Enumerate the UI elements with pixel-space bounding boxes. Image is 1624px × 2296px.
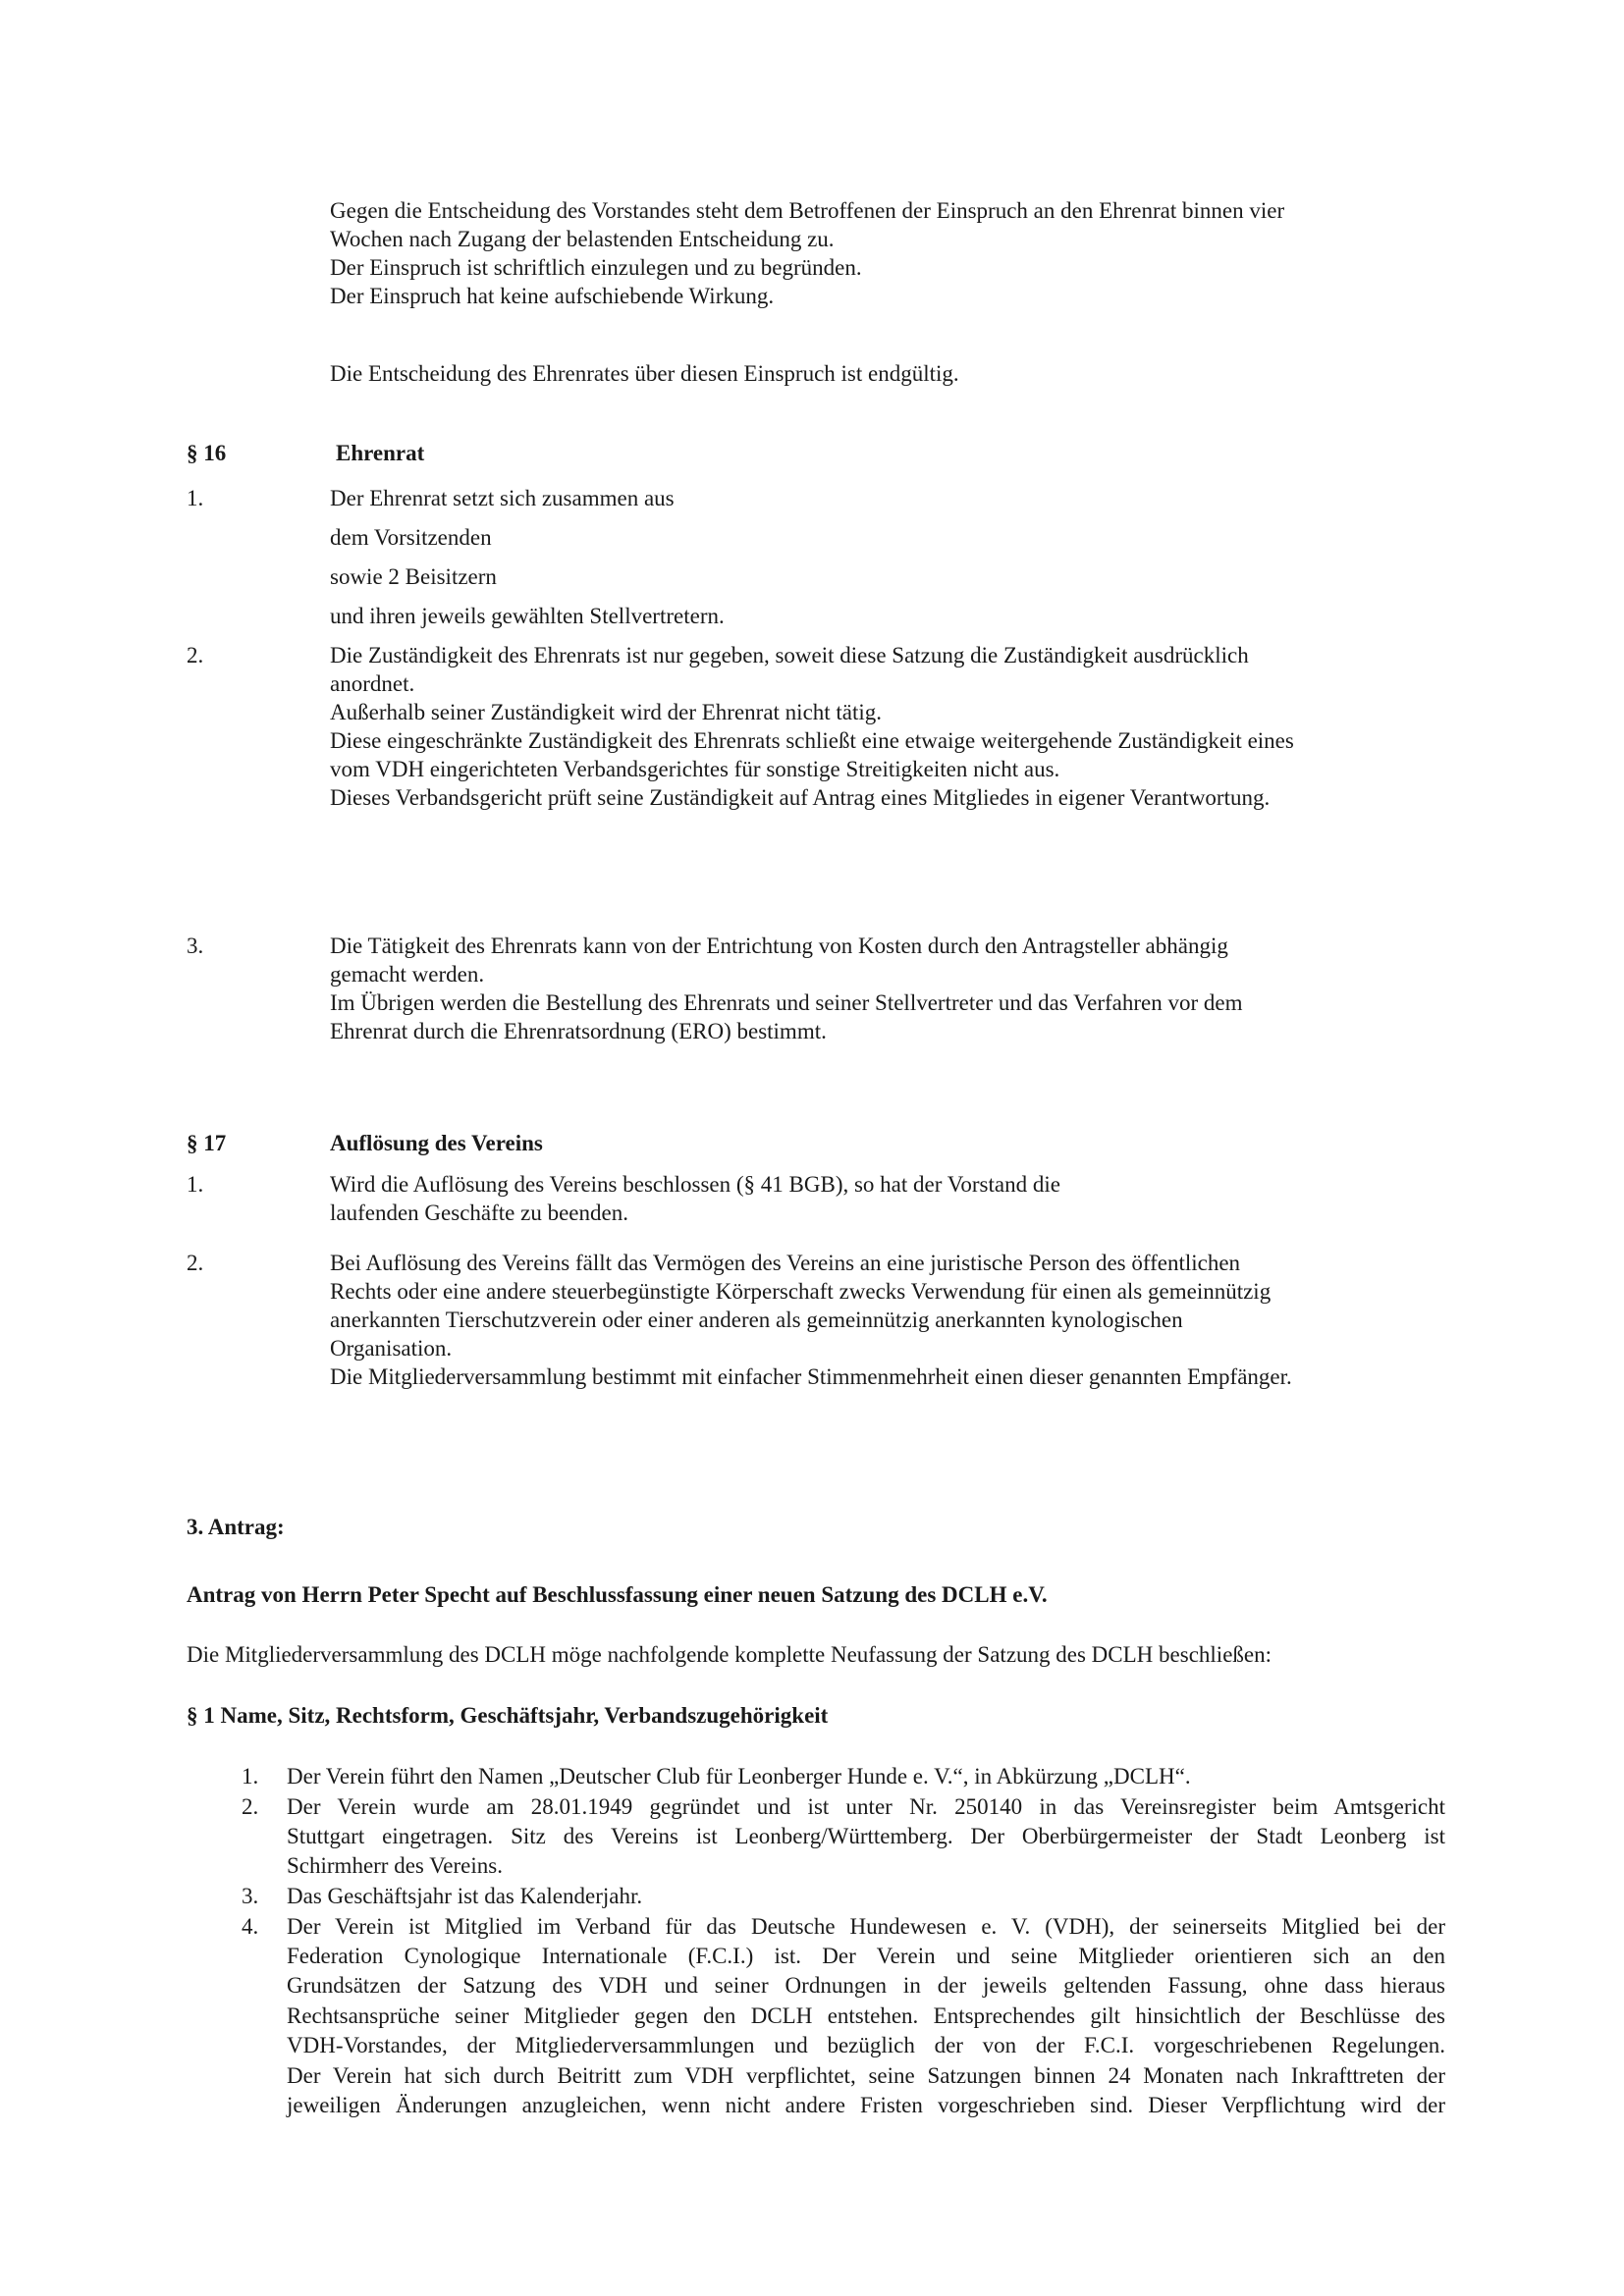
item-line: Der Verein wurde am 28.01.1949 gegründet und ist unter Nr. 250140 in das Vereinsregister beim Amtsgericht [287, 1794, 1445, 1819]
item-line: Schirmherr des Vereins. [287, 1853, 503, 1878]
item-number: 3. [242, 1884, 259, 1908]
item-number: 1. [187, 1172, 204, 1197]
item-line: VDH-Vorstandes, der Mitgliederversammlungen und bezüglich der von der F.C.I. vorgeschriebenen Regelungen. [287, 2033, 1445, 2057]
intro-line: Gegen die Entscheidung des Vorstandes steht dem Betroffenen der Einspruch an den Ehrenrat binnen vier [330, 198, 1285, 223]
item-line: Federation Cynologique Internationale (F.C.I.) ist. Der Verein und seine Mitglieder orientieren sich an den [287, 1944, 1445, 1968]
item-line: Rechts oder eine andere steuerbegünstigte Körperschaft zwecks Verwendung für einen als gemeinnützig [330, 1279, 1272, 1304]
item-line: Im Übrigen werden die Bestellung des Ehrenrats und seiner Stellvertreter und das Verfahren vor dem [330, 990, 1243, 1015]
item-line: Die Mitgliederversammlung bestimmt mit einfacher Stimmenmehrheit einen dieser genannten Empfänger. [330, 1364, 1292, 1389]
intro-line: Der Einspruch hat keine aufschiebende Wirkung. [330, 284, 775, 308]
item-line: Der Verein hat sich durch Beitritt zum VDH verpflichtet, seine Satzungen binnen 24 Monaten nach Inkrafttreten der [287, 2063, 1445, 2088]
item-line: Der Verein führt den Namen „Deutscher Club für Leonberger Hunde e. V.“, in Abkürzung „DCLH“. [287, 1764, 1191, 1789]
item-line: laufenden Geschäfte zu beenden. [330, 1201, 628, 1225]
item-line: Rechtsansprüche seiner Mitglieder gegen den DCLH entstehen. Entsprechendes gilt hinsichtlich der Beschlüsse des [287, 2003, 1445, 2028]
item-number: 1. [242, 1764, 259, 1789]
item-line: Dieses Verbandsgericht prüft seine Zuständigkeit auf Antrag eines Mitgliedes in eigener Verantwortung. [330, 785, 1271, 810]
item-line: gemacht werden. [330, 962, 485, 987]
section-title: Auflösung des Vereins [330, 1131, 543, 1155]
item-number: 2. [242, 1794, 259, 1819]
antrag-subheading: Antrag von Herrn Peter Specht auf Beschlussfassung einer neuen Satzung des DCLH e.V. [187, 1582, 1048, 1607]
antrag-heading: 3. Antrag: [187, 1515, 285, 1539]
item-line: Stuttgart eingetragen. Sitz des Vereins ist Leonberg/Württemberg. Der Oberbürgermeister der Stadt Leonberg ist [287, 1824, 1445, 1848]
item-number: 4. [242, 1914, 259, 1939]
item-line: und ihren jeweils gewählten Stellvertretern. [330, 604, 725, 628]
item-line: Diese eingeschränkte Zuständigkeit des Ehrenrats schließt eine etwaige weitergehende Zuständigkeit eines [330, 728, 1294, 753]
item-line: jeweiligen Änderungen anzugleichen, wenn nicht andere Fristen vorgeschrieben sind. Dieser Verpflichtung wird der [287, 2093, 1445, 2117]
antrag-intro: Die Mitgliederversammlung des DCLH möge nachfolgende komplette Neufassung der Satzung des DCLH beschließen: [187, 1642, 1272, 1667]
intro-final-line: Die Entscheidung des Ehrenrates über diesen Einspruch ist endgültig. [330, 361, 959, 386]
item-line: Organisation. [330, 1336, 453, 1361]
intro-line: Wochen nach Zugang der belastenden Entscheidung zu. [330, 227, 835, 251]
item-line: Außerhalb seiner Zuständigkeit wird der Ehrenrat nicht tätig. [330, 700, 883, 724]
section-title: Ehrenrat [336, 441, 425, 465]
item-line: Das Geschäftsjahr ist das Kalenderjahr. [287, 1884, 643, 1908]
item-number: 3. [187, 934, 204, 958]
intro-line: Der Einspruch ist schriftlich einzulegen und zu begründen. [330, 255, 862, 280]
item-line: Der Ehrenrat setzt sich zusammen aus [330, 486, 675, 510]
item-line: Grundsätzen der Satzung des VDH und seiner Ordnungen in der jeweils geltenden Fassung, ohne dass hieraus [287, 1973, 1445, 1998]
item-line: anerkannten Tierschutzverein oder einer anderen als gemeinnützig anerkannten kynologischen [330, 1308, 1183, 1332]
section-number: § 16 [187, 441, 227, 465]
item-number: 1. [187, 486, 204, 510]
item-line: sowie 2 Beisitzern [330, 564, 497, 589]
item-line: Wird die Auflösung des Vereins beschlossen (§ 41 BGB), so hat der Vorstand die [330, 1172, 1060, 1197]
item-line: Die Tätigkeit des Ehrenrats kann von der Entrichtung von Kosten durch den Antragsteller abhängig [330, 934, 1228, 958]
antrag-section-title: § 1 Name, Sitz, Rechtsform, Geschäftsjahr, Verbandszugehörigkeit [187, 1703, 829, 1728]
section-number: § 17 [187, 1131, 227, 1155]
item-line: Bei Auflösung des Vereins fällt das Vermögen des Vereins an eine juristische Person des öffentlichen [330, 1251, 1241, 1275]
item-line: Die Zuständigkeit des Ehrenrats ist nur gegeben, soweit diese Satzung die Zuständigkeit ausdrücklich [330, 643, 1249, 667]
item-line: Der Verein ist Mitglied im Verband für das Deutsche Hundewesen e. V. (VDH), der seinerseits Mitglied bei der [287, 1914, 1445, 1939]
item-line: Ehrenrat durch die Ehrenratsordnung (ERO) bestimmt. [330, 1019, 827, 1043]
item-line: vom VDH eingerichteten Verbandsgerichtes für sonstige Streitigkeiten nicht aus. [330, 757, 1060, 781]
item-number: 2. [187, 1251, 204, 1275]
item-number: 2. [187, 643, 204, 667]
item-line: anordnet. [330, 671, 415, 696]
item-line: dem Vorsitzenden [330, 525, 492, 550]
